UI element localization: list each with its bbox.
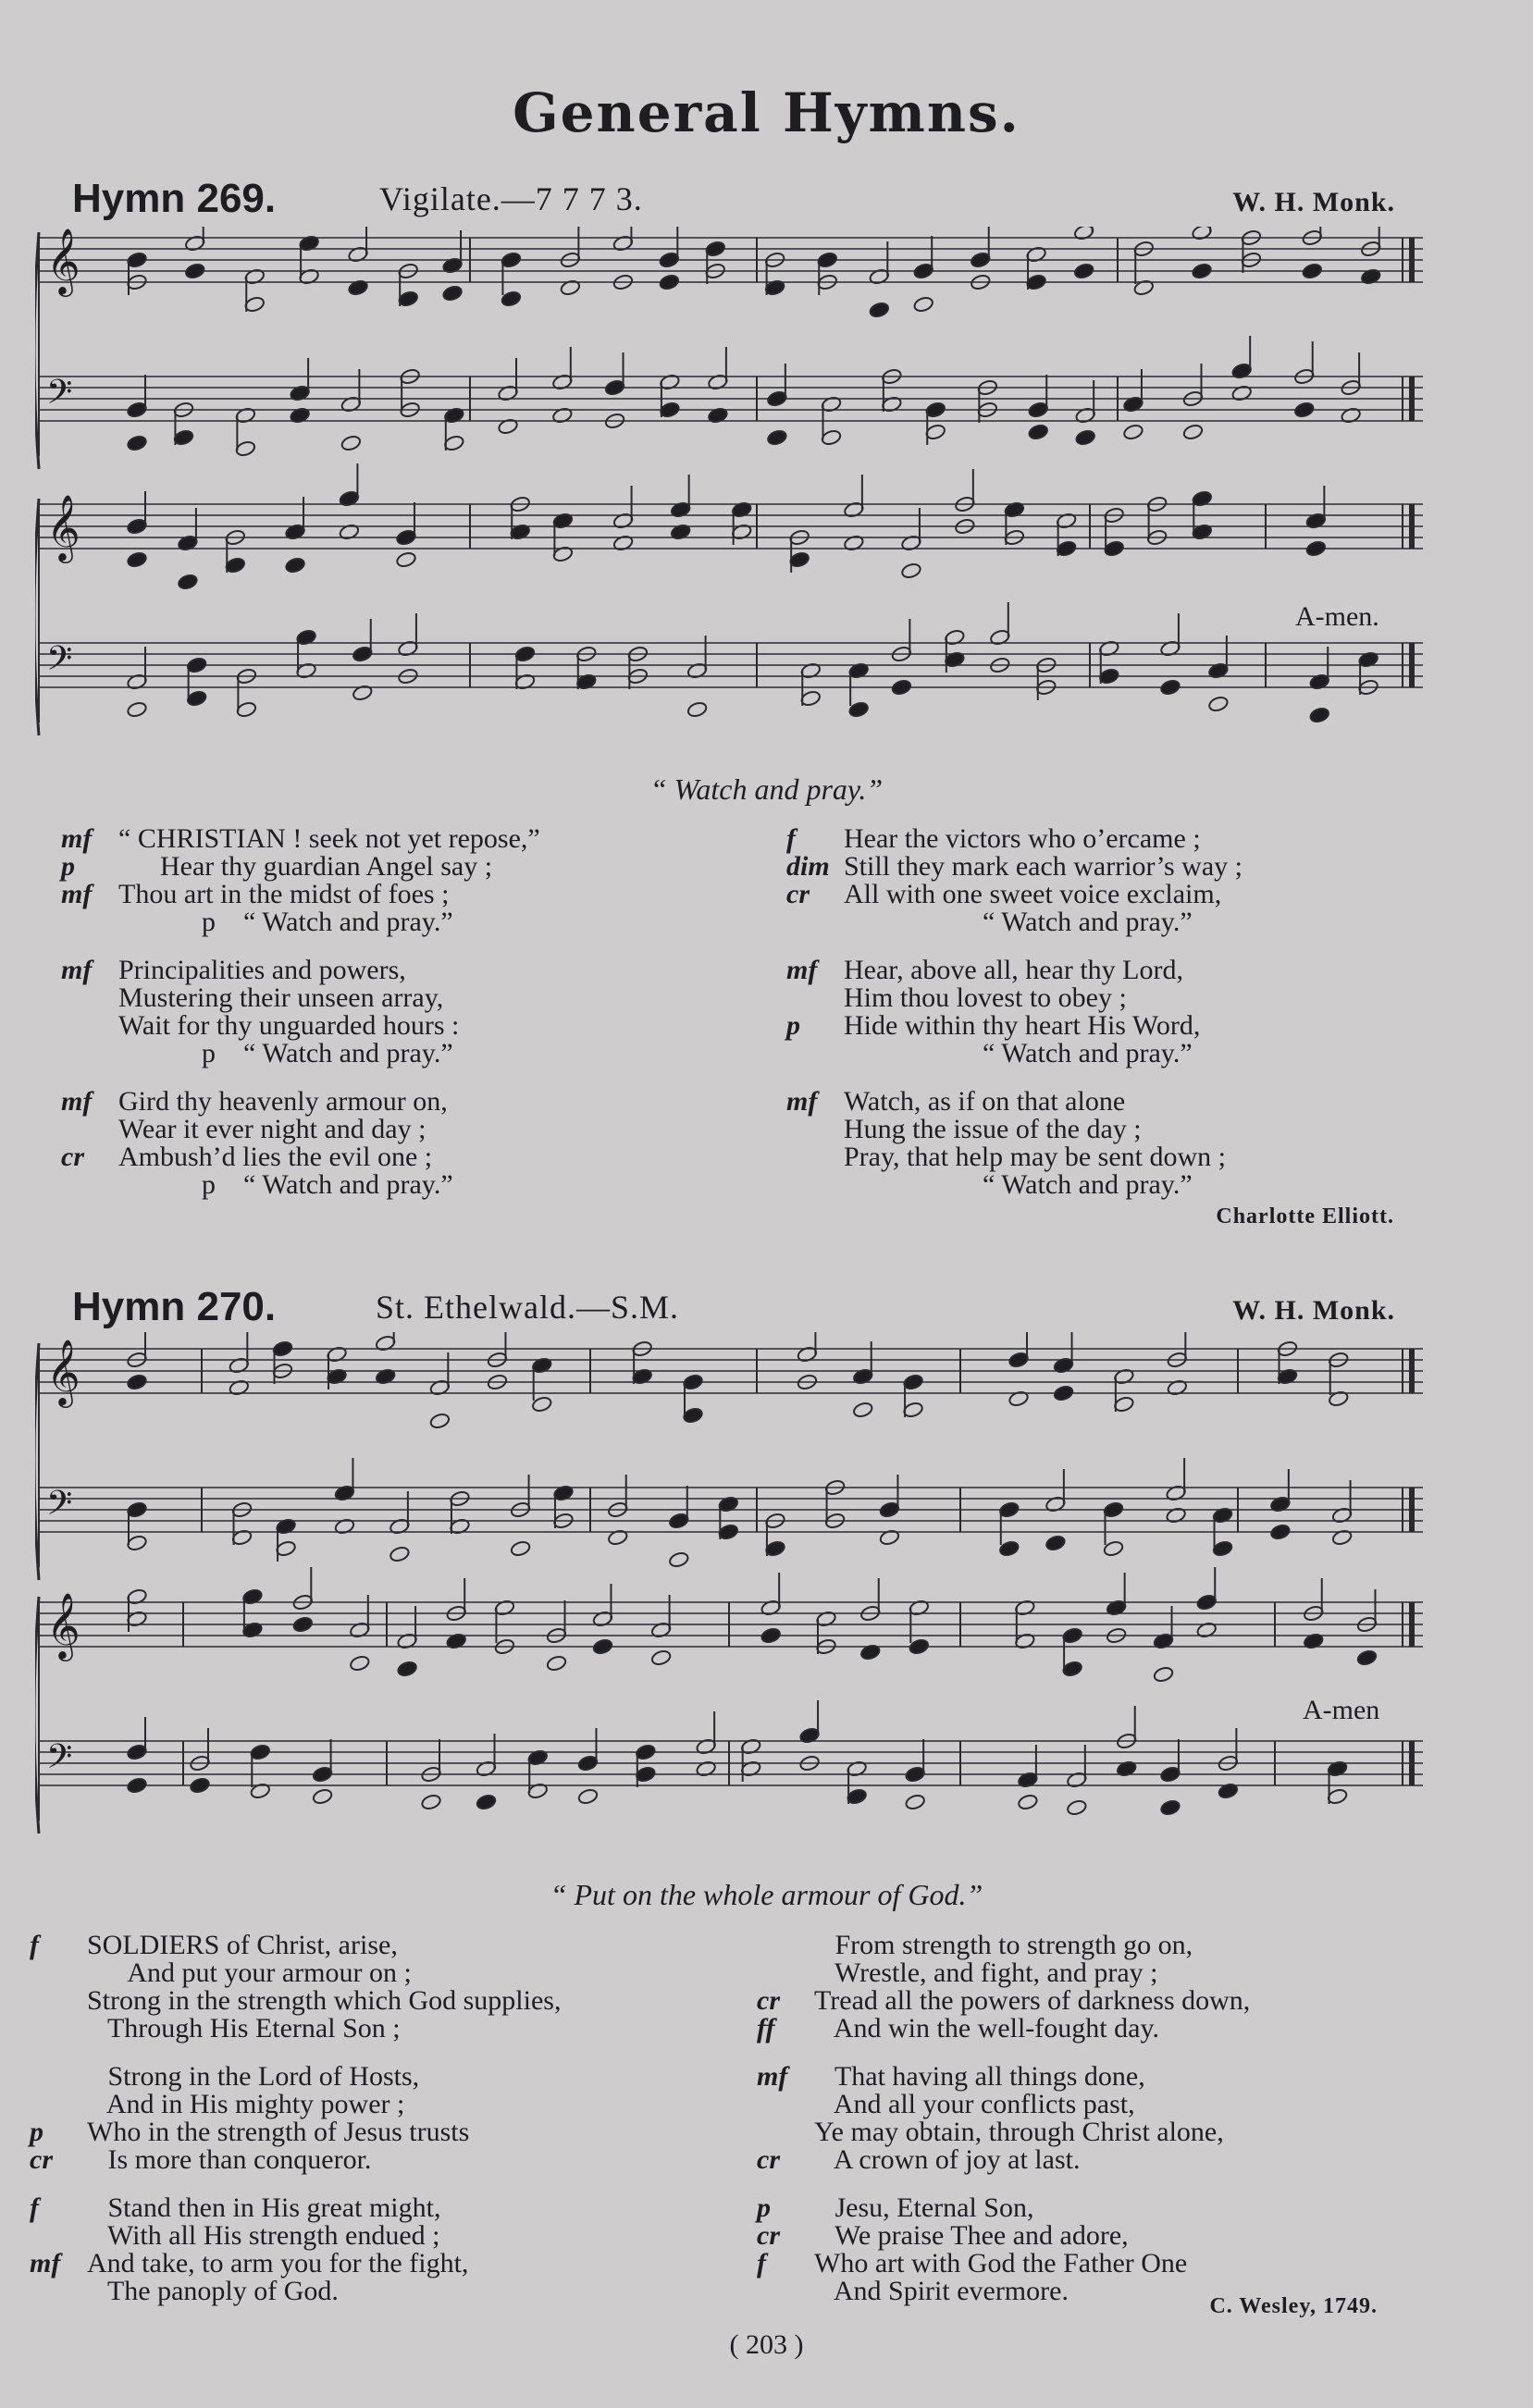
verse-text: “ Watch and pray.”	[844, 907, 1193, 937]
dynamic-mark: p	[786, 1010, 800, 1041]
hymn-269-verses-left	[61, 825, 783, 1199]
verse-text: Hide within thy heart His Word,	[844, 1010, 1201, 1041]
hymn-270-verse-3	[30, 2194, 770, 2305]
note-head	[869, 301, 890, 318]
hymn-269-amen: A-men.	[1295, 601, 1379, 632]
verse-text: p “ Watch and pray.”	[118, 907, 453, 937]
note-head	[389, 1545, 410, 1562]
note-head	[905, 1793, 926, 1810]
dynamic-mark: mf	[61, 955, 93, 985]
note-head	[340, 434, 362, 451]
note-head	[1356, 1649, 1378, 1666]
hymn-269-number: Hymn 269.	[72, 176, 277, 221]
verse-text: Watch, as if on that alone	[844, 1086, 1126, 1117]
verse-text: “ CHRISTIAN ! seek not yet repose,”	[118, 823, 540, 854]
dynamic-mark: mf	[61, 1086, 93, 1117]
verse-line	[61, 1012, 783, 1040]
verse-line	[61, 984, 783, 1012]
hymn-270-verses-left	[30, 1932, 770, 2305]
hymn-270-verse-4	[757, 1932, 1497, 2043]
dynamic-mark: ff	[757, 2013, 775, 2044]
note-head	[760, 1626, 782, 1644]
verse-text: Ambush’d lies the evil one ;	[118, 1142, 433, 1172]
hymn-270-caption: “ Put on the whole armour of God.”	[550, 1878, 983, 1911]
treble-clef-icon: 𝄞	[46, 1338, 80, 1405]
note-head	[1302, 262, 1323, 279]
verse-text: p “ Watch and pray.”	[118, 1169, 453, 1200]
verse-line	[786, 825, 1508, 853]
verse-line	[786, 1171, 1508, 1199]
dynamic-mark: cr	[61, 1142, 84, 1172]
verse-text: Through His Eternal Son ;	[87, 2013, 401, 2044]
dynamic-mark: dim	[786, 851, 830, 882]
verse-line	[757, 1959, 1497, 1987]
verse-line	[757, 2091, 1497, 2118]
verse-line	[757, 1932, 1497, 1959]
hymn-269-tune: Vigilate.—7 7 7 3.	[379, 180, 643, 217]
note-head	[900, 562, 921, 579]
verse-text: Wait for thy unguarded hours :	[118, 1010, 460, 1041]
verse-text: Hear the victors who o’ercame ;	[844, 823, 1201, 854]
verse-text: All with one sweet voice exclaim,	[844, 879, 1222, 909]
dynamic-mark: mf	[786, 1086, 818, 1117]
hymn-269-verse-3	[61, 1088, 783, 1199]
dynamic-mark: mf	[757, 2061, 788, 2092]
note-head	[650, 1649, 672, 1666]
verse-line	[786, 881, 1508, 908]
hymn-270-header	[72, 1284, 1395, 1340]
hymn-270-verse-1	[30, 1932, 770, 2043]
note-head	[1269, 1523, 1291, 1540]
note-head	[126, 1776, 147, 1794]
verse-line	[30, 2015, 770, 2043]
verse-text: Strong in the strength which God supplies,	[87, 1985, 562, 2016]
note-head	[476, 1793, 497, 1810]
hymn-270-number: Hymn 270.	[72, 1284, 277, 1329]
note-head	[177, 573, 198, 590]
hymn-269-author: Charlotte Elliott.	[1216, 1204, 1394, 1229]
note-head	[126, 700, 147, 718]
note-head	[184, 262, 205, 279]
dynamic-mark: p	[757, 2192, 771, 2223]
note-head	[126, 434, 147, 451]
hymn-270-tune: St. Ethelwald.—S.M.	[376, 1289, 680, 1326]
bass-clef-icon: 𝄢	[46, 1737, 73, 1784]
treble-clef-icon: 𝄞	[46, 227, 80, 294]
note-head	[1075, 428, 1096, 446]
note-head	[1305, 539, 1327, 557]
note-head	[913, 295, 934, 313]
verse-text: Principalities and powers,	[118, 955, 406, 985]
verse-line	[757, 2250, 1497, 2278]
verse-line	[757, 1987, 1497, 2015]
verse-text: Ye may obtain, through Christ alone,	[814, 2117, 1224, 2147]
note-head	[1207, 695, 1229, 712]
treble-clef-icon: 𝄞	[46, 1591, 80, 1659]
dynamic-mark: mf	[61, 879, 93, 909]
dynamic-mark: mf	[786, 955, 818, 985]
note-head	[546, 1654, 567, 1672]
verse-text: Gird thy heavenly armour on,	[118, 1086, 448, 1117]
note-head	[1309, 706, 1330, 723]
dynamic-mark: mf	[61, 823, 93, 854]
verse-text: Stand then in His great might,	[87, 2192, 441, 2223]
hymn-269-verses-right	[786, 825, 1508, 1199]
note-head	[1017, 1793, 1038, 1810]
hymn-270-author: C. Wesley, 1749.	[1209, 2294, 1378, 2318]
dynamic-mark: cr	[757, 2220, 780, 2251]
hymn-270-verse-5	[757, 2063, 1497, 2174]
note-head	[1191, 262, 1212, 279]
note-head	[126, 550, 147, 568]
verse-text: Thou art in the midst of foes ;	[118, 879, 450, 909]
verse-line	[786, 1040, 1508, 1068]
verse-line	[786, 1012, 1508, 1040]
verse-text: “ Watch and pray.”	[844, 1038, 1193, 1068]
page-title: General Hymns.	[513, 81, 1020, 144]
hymn-269-composer: W. H. Monk.	[1232, 187, 1395, 217]
verse-line	[30, 2063, 770, 2091]
note-head	[1159, 1798, 1181, 1816]
note-head	[1073, 262, 1094, 279]
hymn-269-verse-1	[61, 825, 783, 936]
verse-line	[757, 2015, 1497, 2043]
verse-text: And Spirit evermore.	[814, 2276, 1069, 2306]
note-head	[1053, 1384, 1074, 1402]
verse-text: And in His mighty power ;	[87, 2089, 405, 2119]
note-head	[1159, 678, 1181, 696]
verse-line	[30, 1959, 770, 1987]
verse-text: And win the well-fought day.	[814, 2013, 1159, 2044]
dynamic-mark: cr	[757, 2144, 780, 2175]
note-head	[1066, 1798, 1087, 1816]
note-head	[1293, 401, 1315, 418]
verse-line	[61, 908, 783, 936]
hymn-269-verse-4	[786, 825, 1508, 936]
hymn-270-score	[35, 1332, 1423, 1850]
verse-text: From strength to strength go on,	[814, 1930, 1193, 1960]
dynamic-mark: f	[30, 2192, 39, 2223]
verse-line	[30, 2194, 770, 2222]
hymn-270-verse-2	[30, 2063, 770, 2174]
note-head	[312, 1787, 333, 1805]
dynamic-mark: f	[30, 1930, 39, 1960]
note-head	[429, 1412, 451, 1429]
verse-line	[61, 957, 783, 984]
verse-text: And take, to arm you for the fight,	[87, 2248, 469, 2278]
note-head	[1045, 1534, 1066, 1551]
bass-clef-icon: 𝄢	[46, 1484, 73, 1531]
dynamic-mark: cr	[786, 879, 810, 909]
verse-text: That having all things done,	[814, 2061, 1145, 2092]
hymn-269-score	[35, 227, 1423, 745]
hymn-270-verses-right	[757, 1932, 1497, 2305]
note-head	[891, 678, 912, 696]
dynamic-mark: cr	[757, 1985, 780, 2016]
verse-text: Wear it ever night and day ;	[118, 1114, 427, 1144]
verse-text: Him thou lovest to obey ;	[844, 982, 1127, 1013]
verse-text: Hear thy guardian Angel say ;	[118, 851, 493, 882]
note-head	[668, 1550, 689, 1568]
note-head	[577, 1787, 599, 1805]
hymn-270-verse-6	[757, 2194, 1497, 2305]
note-head	[420, 1793, 441, 1810]
note-head	[441, 284, 463, 302]
note-head	[349, 1654, 370, 1672]
verse-text: Is more than conqueror.	[87, 2144, 372, 2175]
verse-text: SOLDIERS of Christ, arise,	[87, 1930, 398, 1960]
verse-text: Who art with God the Father One	[814, 2248, 1188, 2278]
dynamic-mark: mf	[30, 2248, 61, 2278]
dynamic-mark: p	[61, 851, 75, 882]
verse-text: p “ Watch and pray.”	[118, 1038, 453, 1068]
verse-line	[786, 1088, 1508, 1116]
note-head	[126, 1373, 147, 1390]
verse-line	[30, 2118, 770, 2146]
verse-text: We praise Thee and adore,	[814, 2220, 1129, 2251]
hymn-269-caption: “ Watch and pray.”	[649, 772, 884, 806]
note-head	[1182, 423, 1204, 440]
verse-line	[786, 1116, 1508, 1143]
verse-line	[757, 2118, 1497, 2146]
verse-line	[61, 1088, 783, 1116]
verse-line	[61, 825, 783, 853]
verse-line	[786, 957, 1508, 984]
bass-clef-icon: 𝄢	[46, 373, 73, 420]
verse-text: And put your armour on ;	[87, 1957, 412, 1988]
verse-line	[61, 1171, 783, 1199]
verse-line	[30, 2278, 770, 2305]
verse-text: And all your conflicts past,	[814, 2089, 1135, 2119]
verse-line	[757, 2222, 1497, 2250]
treble-clef-icon: 𝄞	[46, 493, 80, 561]
dynamic-mark: p	[30, 2117, 43, 2147]
note-head	[292, 1615, 314, 1633]
verse-line	[30, 2222, 770, 2250]
page-number: ( 203 )	[729, 2329, 804, 2360]
note-head	[1028, 423, 1049, 440]
note-head	[395, 550, 416, 568]
verse-line	[61, 1040, 783, 1068]
verse-line	[786, 1143, 1508, 1171]
verse-line	[786, 853, 1508, 881]
note-head	[189, 1776, 210, 1794]
verse-line	[786, 984, 1508, 1012]
note-head	[852, 1401, 873, 1418]
hymn-269-verse-6	[786, 1088, 1508, 1199]
verse-text: Jesu, Eternal Son,	[814, 2192, 1034, 2223]
hymn-269-verse-2	[61, 957, 783, 1068]
verse-text: Still they mark each warrior’s way ;	[844, 851, 1242, 882]
verse-line	[61, 1143, 783, 1171]
verse-line	[757, 2146, 1497, 2174]
verse-text: Hear, above all, hear thy Lord,	[844, 955, 1183, 985]
verse-text: Tread all the powers of darkness down,	[814, 1985, 1251, 2016]
verse-line	[30, 2091, 770, 2118]
verse-line	[30, 2146, 770, 2174]
dynamic-mark: cr	[30, 2144, 53, 2175]
dynamic-mark: f	[757, 2248, 766, 2278]
verse-text: The panoply of God.	[87, 2276, 339, 2306]
verse-text: Strong in the Lord of Hosts,	[87, 2061, 420, 2092]
note-head	[396, 1660, 417, 1677]
verse-text: Pray, that help may be sent down ;	[844, 1142, 1226, 1172]
note-head	[766, 428, 787, 446]
note-head	[284, 556, 305, 574]
dynamic-mark: f	[786, 823, 796, 854]
verse-line	[30, 1932, 770, 1959]
note-head	[1122, 423, 1144, 440]
note-head	[1153, 1665, 1174, 1683]
verse-line	[757, 2278, 1497, 2305]
verse-line	[786, 908, 1508, 936]
verse-line	[61, 1116, 783, 1143]
verse-text: Mustering their unseen array,	[118, 982, 444, 1013]
verse-line	[757, 2063, 1497, 2091]
hymn-270-amen: A-men	[1303, 1695, 1380, 1725]
verse-text: Wrestle, and fight, and pray ;	[814, 1957, 1158, 1988]
verse-text: Hung the issue of the day ;	[844, 1114, 1142, 1144]
note-head	[659, 273, 680, 290]
bass-clef-icon: 𝄢	[46, 639, 73, 686]
hymn-269-verse-5	[786, 957, 1508, 1068]
note-head	[592, 1637, 613, 1655]
verse-text: With all His strength endued ;	[87, 2220, 440, 2251]
verse-text: Who in the strength of Jesus trusts	[87, 2117, 470, 2147]
hymn-270-composer: W. H. Monk.	[1232, 1295, 1395, 1326]
verse-line	[61, 881, 783, 908]
note-head	[510, 1539, 531, 1557]
verse-line	[61, 853, 783, 881]
hymn-269-header	[72, 176, 1395, 231]
verse-text: “ Watch and pray.”	[844, 1169, 1193, 1200]
note-head	[686, 700, 708, 718]
verse-line	[757, 2194, 1497, 2222]
verse-text: A crown of joy at last.	[814, 2144, 1081, 2175]
verse-line	[30, 1987, 770, 2015]
verse-line	[30, 2250, 770, 2278]
